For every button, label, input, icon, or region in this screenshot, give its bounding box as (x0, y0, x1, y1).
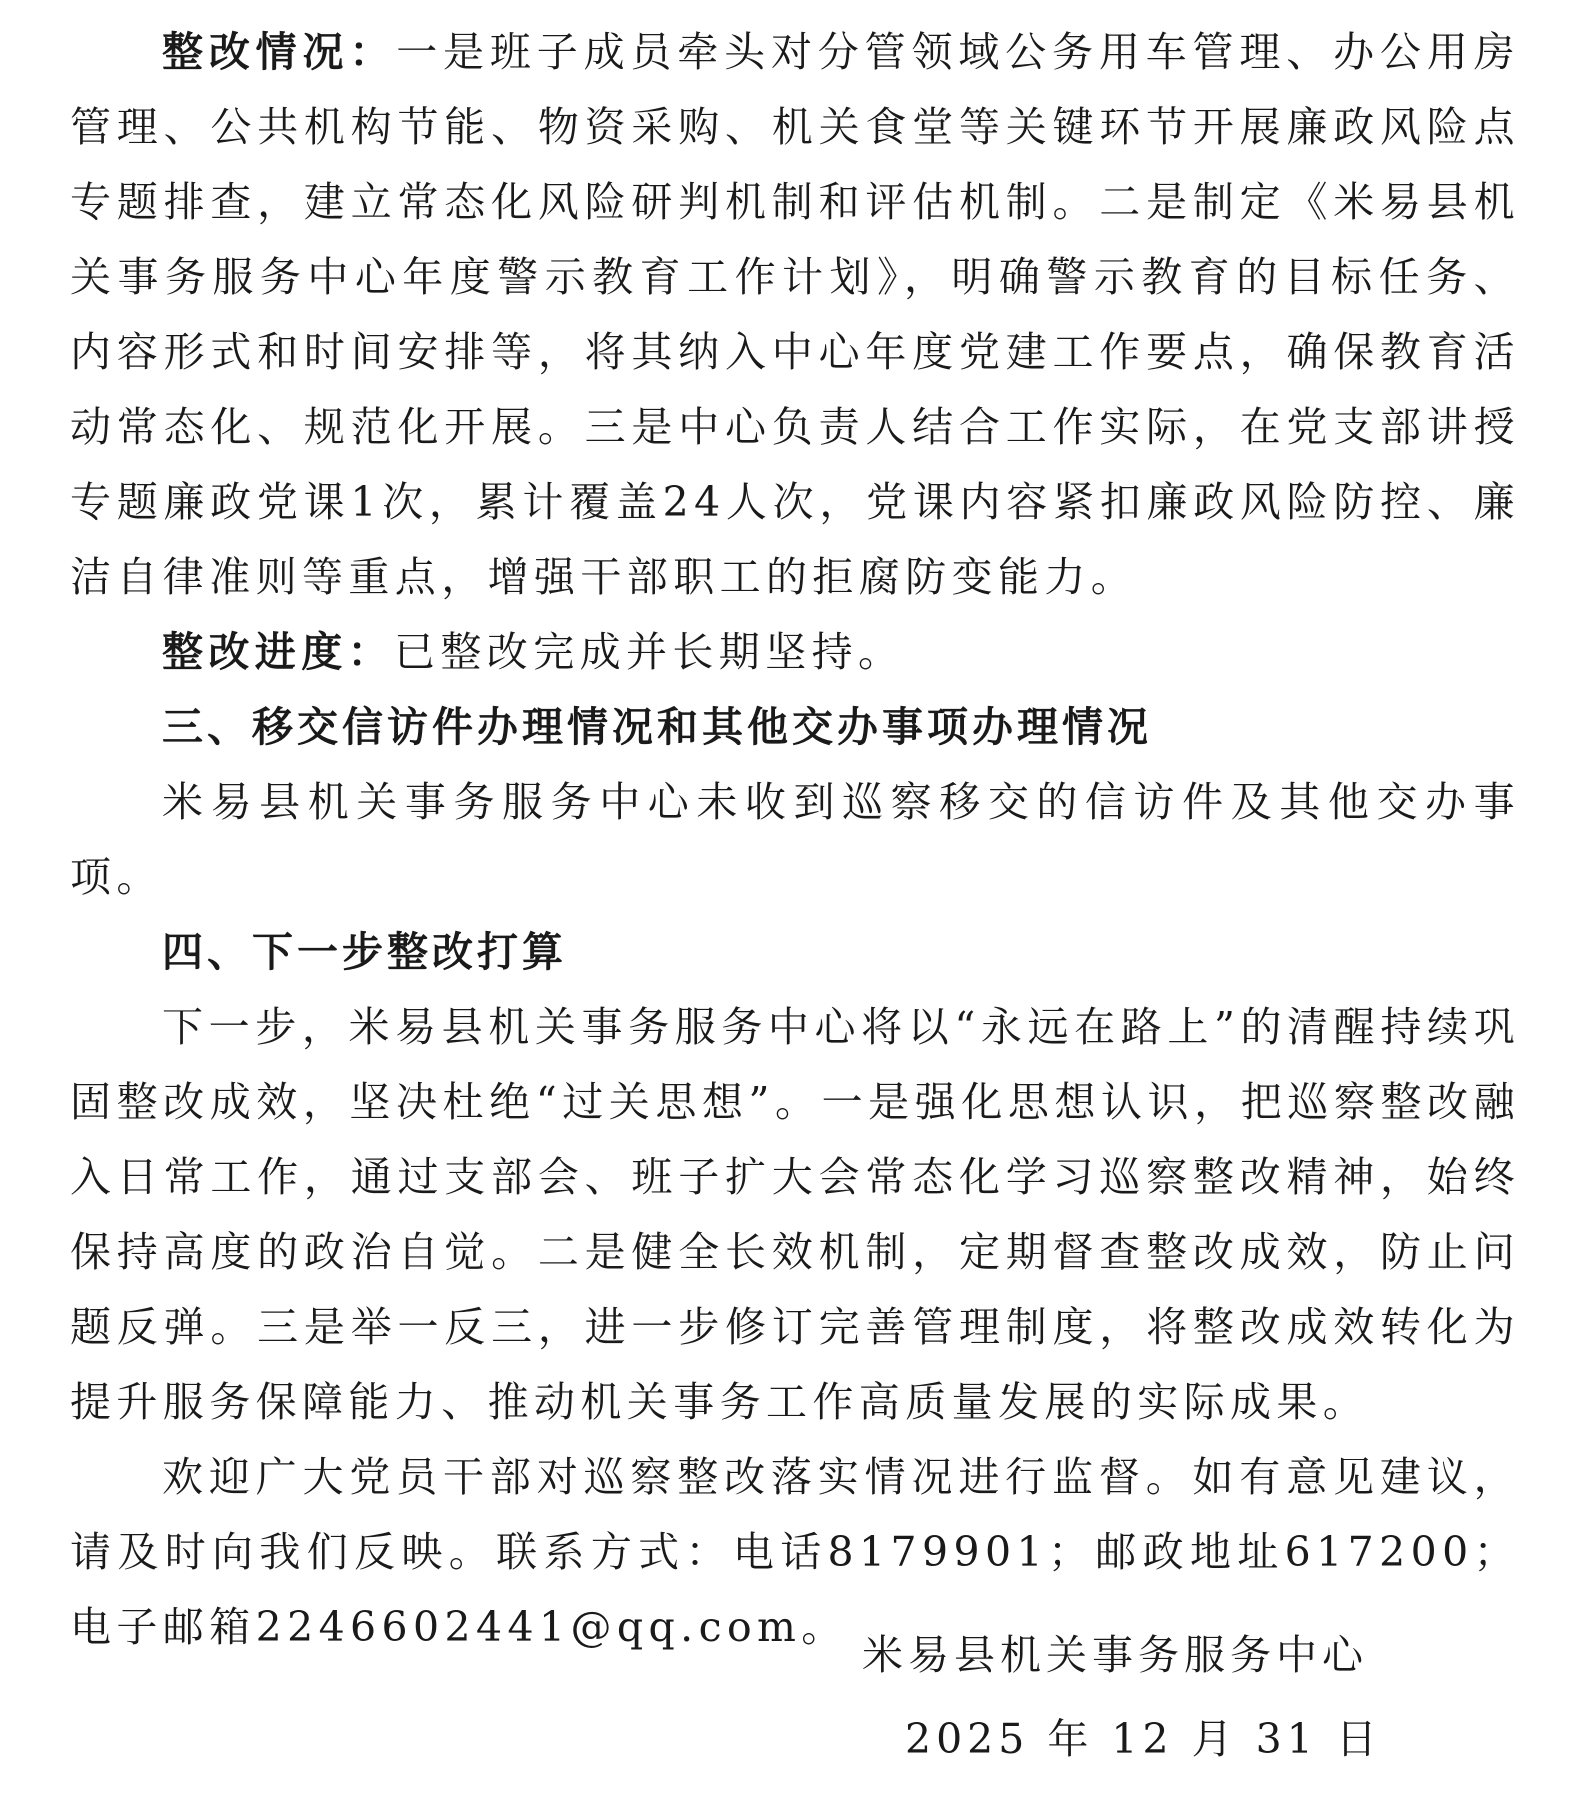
section-3-heading: 三、移交信访件办理情况和其他交办事项办理情况 (162, 703, 1152, 751)
rectification-status-label: 整改情况： (162, 28, 397, 76)
document-body (70, 15, 1520, 1665)
rectification-progress-label: 整改进度： (162, 628, 394, 676)
rectification-progress-paragraph (70, 615, 1520, 690)
signature-date: 2025 年 12 月 31 日 (905, 1715, 1382, 1763)
section-4-paragraph: 下一步，米易县机关事务服务中心将以“永远在路上”的清醒持续巩固整改成效，坚决杜绝“过关思想”。一是强化思想认识，把巡察整改融入日常工作，通过支部会、班子扩大会常态化学习巡察整改精神，始终保持高度的政治自觉。二是健全长效机制，定期督查整改成效，防止问题反弹。三是举一反三，进一步修订完善管理制度，将整改成效转化为提升服务保障能力、推动机关事务工作高质量发展的实际成果。 (70, 1003, 1520, 1426)
section-4-heading: 四、下一步整改打算 (162, 928, 567, 976)
rectification-progress-text: 已整改完成并长期坚持。 (394, 628, 905, 676)
rectification-status-paragraph (70, 15, 1520, 615)
section-3-paragraph: 米易县机关事务服务中心未收到巡察移交的信访件及其他交办事项。 (70, 778, 1520, 901)
rectification-status-text: 一是班子成员牵头对分管领域公务用车管理、办公用房管理、公共机构节能、物资采购、机关食堂等关键环节开展廉政风险点专题排查，建立常态化风险研判机制和评估机制。二是制定《米易县机关事务服务中心年度警示教育工作计划》，明确警示教育的目标任务、内容形式和时间安排等，将其纳入中心年度党建工作要点，确保教育活动常态化、规范化开展。三是中心负责人结合工作实际，在党支部讲授专题廉政党课1次，累计覆盖24人次，党课内容紧扣廉政风险防控、廉洁自律准则等重点，增强干部职工的拒腐防变能力。 (70, 28, 1520, 601)
signature-organization: 米易县机关事务服务中心 (862, 1631, 1368, 1679)
closing-paragraph: 欢迎广大党员干部对巡察整改落实情况进行监督。如有意见建议，请及时向我们反映。联系方式：电话8179901；邮政地址617200；电子邮箱2246602441@qq.com。 (70, 1453, 1520, 1651)
